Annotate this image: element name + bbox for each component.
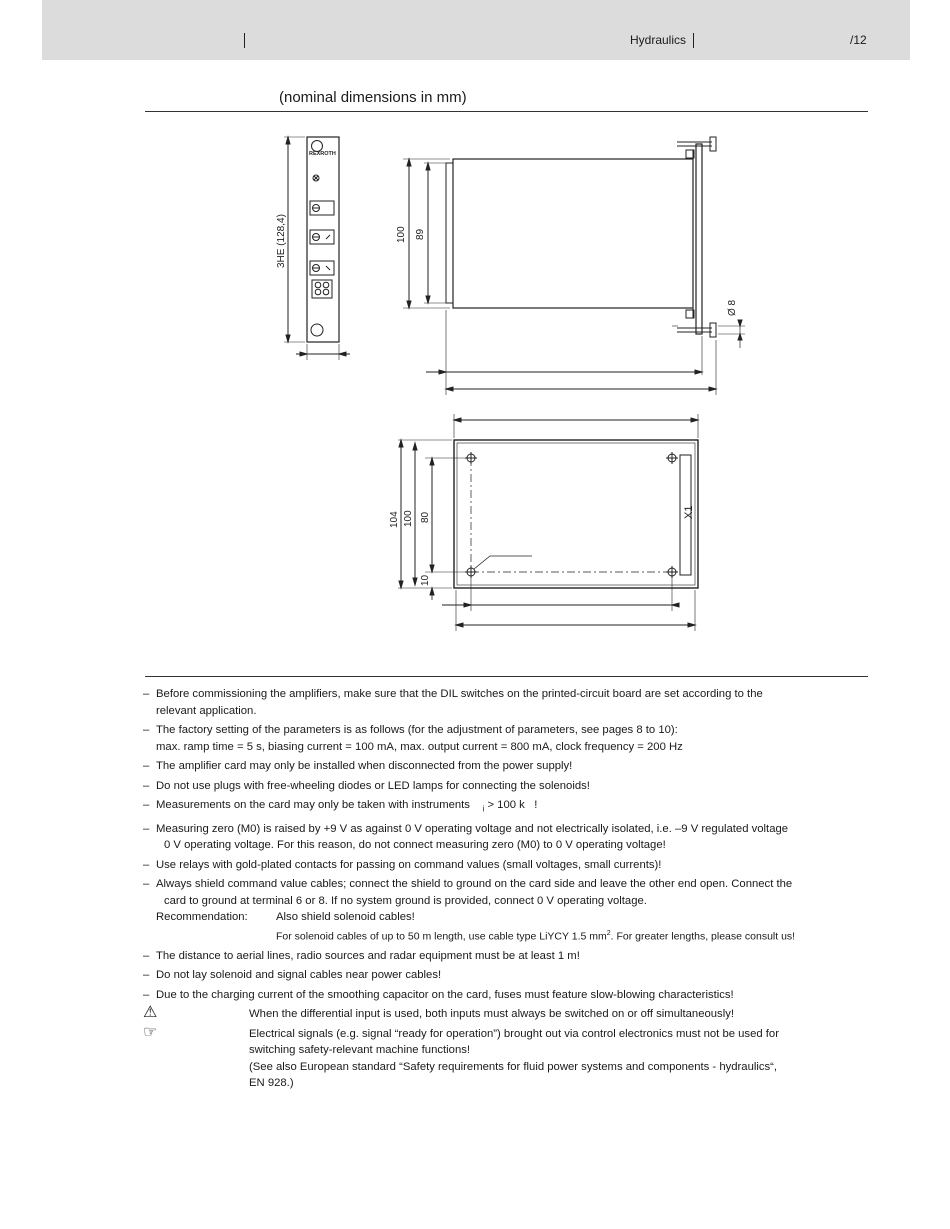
- mounting-hole: [311, 324, 323, 336]
- test-socket: [312, 280, 332, 298]
- dimensions-title: (nominal dimensions in mm): [279, 89, 467, 106]
- connector-label: X1: [683, 505, 695, 519]
- note-item: – Measuring zero (M0) is raised by +9 V as against 0 V operating voltage and not electrically isolated, i.e. –9 V regulated voltage 0 V operating voltage. For this reason, do not connect measuring zero (M0) to 0 V operating voltage!: [143, 822, 789, 852]
- front-panel-view: [276, 137, 350, 360]
- brand-logo: REXROTH: [309, 151, 336, 157]
- note-item: – Do not lay solenoid and signal cables near power cables!: [143, 969, 442, 982]
- note-item: – Do not use plugs with free-wheeling diodes or LED lamps for connecting the solenoids!: [143, 779, 590, 792]
- card-view: [389, 414, 698, 631]
- card-height-mid: 100: [403, 510, 414, 527]
- card-height-total: 104: [389, 511, 400, 528]
- side-inner-height: 89: [415, 228, 426, 240]
- note-item: – Use relays with gold-plated contacts for passing on command values (small voltages, small currents)!: [143, 858, 662, 871]
- warning-note: ⚠ When the differential input is used, both inputs must always be switched on or off simultaneously!: [143, 1004, 734, 1022]
- card-offset: 10: [420, 574, 431, 586]
- hint-note: ☞ Electrical signals (e.g. signal “ready for operation”) brought out via control electronics must not be used for switching safety-relevant machine functions! (See also European standard “Safety requirements for fluid power systems and components - hydraulics“, EN 928.): [143, 1023, 779, 1090]
- warning-triangle-icon: ⚠: [143, 1004, 158, 1022]
- hole-diameter: Ø 8: [727, 299, 738, 316]
- header-page-number: /12: [850, 33, 867, 47]
- pointing-hand-icon: ☞: [143, 1023, 158, 1041]
- note-item: – Due to the charging current of the smoothing capacitor on the card, fuses must feature slow-blowing characteristics!: [143, 988, 734, 1001]
- note-item: – Always shield command value cables; connect the shield to ground on the card side and leave the other end open. Connect the card to ground at terminal 6 or 8. If no system ground is provided, connect 0 V operating voltage. Recommendation: Also shield solenoid cables! For solenoid cables of up to 50 m length, use cable type LiYCY 1.5 $mm^2$. For greater lengths, please consult us!: [143, 876, 868, 945]
- mounting-hole: [666, 566, 678, 578]
- mounting-hole: [312, 141, 323, 152]
- divider: [145, 676, 868, 677]
- header-section: Hydraulics: [630, 33, 687, 47]
- card-height-inner: 80: [420, 511, 431, 523]
- side-view: [396, 137, 745, 395]
- note-item: – The distance to aerial lines, radio sources and radar equipment must be at least 1 m!: [143, 949, 580, 962]
- mounting-hole: [666, 452, 678, 464]
- note-item: – The amplifier card may only be installed when disconnected from the power supply!: [143, 760, 573, 772]
- side-outer-height: 100: [396, 226, 407, 243]
- recommendation: Recommendation: Also shield solenoid cables!: [156, 911, 415, 924]
- notes-list: [143, 686, 868, 1095]
- note-item: – Measurements on the card may only be taken with instruments $_i$ > 100 k !: [143, 799, 538, 814]
- note-item: – The factory setting of the parameters is as follows (for the adjustment of parameters, see pages 8 to 10): max. ramp time = 5 s, biasing current = 100 mA, max. output current = 800 mA, clock frequency = 200 Hz: [143, 724, 683, 753]
- panel-height-label: 3HE (128,4): [276, 214, 287, 268]
- recommendation-detail: For solenoid cables of up to 50 m length, use cable type LiYCY 1.5 $mm^2$. For greater lengths, please consult us!: [276, 929, 796, 943]
- note-item: – Before commissioning the amplifiers, make sure that the DIL switches on the printed-circuit board are set according to the relevant application.: [143, 688, 763, 717]
